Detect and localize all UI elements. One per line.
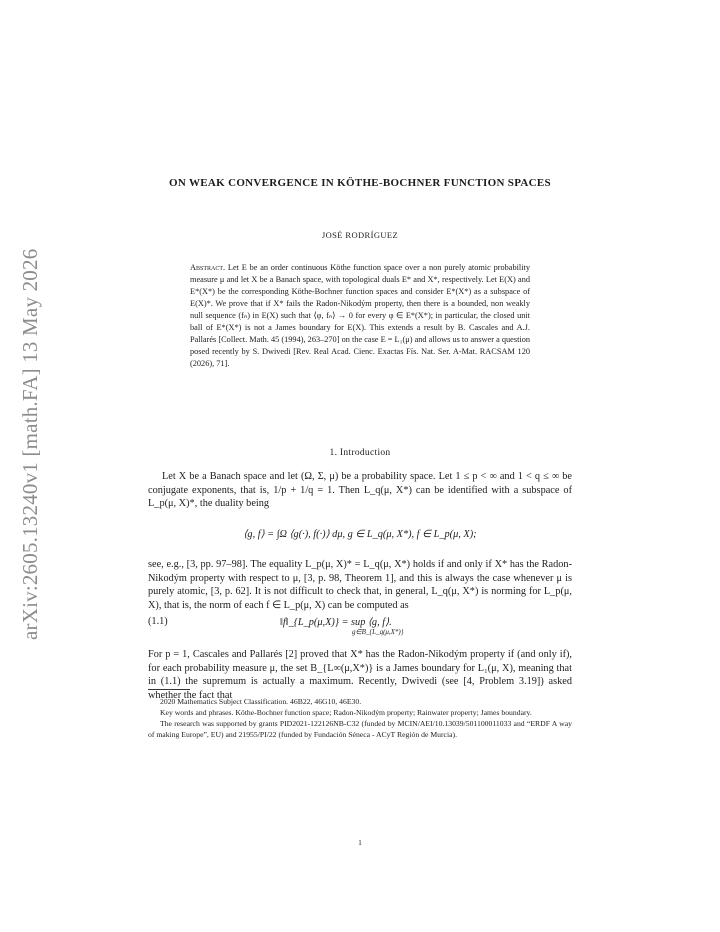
page-number: 1 <box>358 838 362 847</box>
paper-title: ON WEAK CONVERGENCE IN KÖTHE-BOCHNER FUNCTION SPACES <box>169 177 551 189</box>
equation-number: (1.1) <box>148 616 168 627</box>
author-name: JOSÉ RODRÍGUEZ <box>321 230 399 240</box>
footnote-rule <box>148 689 190 690</box>
section-heading: 1. Introduction <box>329 448 391 458</box>
footnotes <box>148 696 572 740</box>
abstract-text: Let E be an order continuous Köthe function space over a non purely atomic probability measure μ and let X be a Banach space, with topological duals E* and X*, respectively. Let E(X) and E*(X*) be the corresponding Köthe-Bochner function spaces and consider E*(X*) as a subspace of E(X)*. We prove that if X* fails the Radon-Nikodým property, then there is a bounded, non weakly null sequence (fₙ) in E(X) such that ⟨φ, fₙ⟩ → 0 for every φ ∈ E*(X*); in particular, the closed unit ball of E*(X*) is not a James boundary for E(X). This extends a result by B. Cascales and A.J. Pallarés [Collect. Math. 45 (1994), 263–270] on the case E = L₁(μ) and allows us to answer a question posed recently by S. Dwivedi [Rev. Real Acad. Cienc. Exactas Fís. Nat. Ser. A-Mat. RACSAM 120 (2026), 71]. <box>190 263 530 368</box>
duality-formula: ⟨g, f⟩ = ∫Ω ⟨g(·), f(·)⟩ dμ, g ∈ L_q(μ, X*), f ∈ L_p(μ, X); <box>243 529 477 540</box>
footnote-funding: The research was supported by grants PID2021-122126NB-C32 (funded by MCIN/AEI/10.13039/501100011033 and “ERDF A way of making Europe”, EU) and 21955/PI/22 (funded by Fundación Séneca - ACyT Región de Murcia). <box>148 719 572 739</box>
intro-paragraph-2: see, e.g., [3, pp. 97–98]. The equality L_p(μ, X)* = L_q(μ, X*) holds if and only if X* has the Radon-Nikodým property with respect to μ, [3, p. 98, Theorem 1], and this is always the case whenever μ is purely atomic, [3, p. 62]. It is not difficult to check that, in general, L_q(μ, X*) is norming for L_p(μ, X), that is, the norm of each f ∈ L_p(μ, X) can be computed as <box>148 559 572 611</box>
intro-paragraph-1: Let X be a Banach space and let (Ω, Σ, μ) be a probability space. Let 1 ≤ p < ∞ and 1 < q ≤ ∞ be conjugate exponents, that is, 1/p + 1/q = 1. Then L_q(μ, X*) can be identified with a subspace of L_p(μ, X)*, the duality being <box>148 471 572 509</box>
abstract-block <box>190 262 530 370</box>
footnote-msc: 2020 Mathematics Subject Classification. 46B22, 46G10, 46E30. <box>160 697 362 706</box>
abstract-label: Abstract. <box>190 263 226 272</box>
sup-subscript: g∈B_{L_q(μ,X*)} <box>352 628 404 636</box>
intro-paragraph-3: For p = 1, Cascales and Pallarés [2] proved that X* has the Radon-Nikodým property if (and only if), for each probability measure μ, the set B_{L∞(μ,X*)} is a James boundary for L₁(μ, X), meaning that in (1.1) the supremum is actually a maximum. Recently, Dwivedi (see [4, Problem 3.19]) asked whether the fact that <box>148 649 572 701</box>
footnote-keywords: Key words and phrases. Köthe-Bochner function space; Radon-Nikodým property; Rainwater property; James boundary. <box>160 708 532 717</box>
arxiv-identifier: arXiv:2605.13240v1 [math.FA] 13 May 2026 <box>18 248 42 640</box>
norm-equation: ‖f‖_{L_p(μ,X)} = sup ⟨g, f⟩. <box>280 617 392 628</box>
